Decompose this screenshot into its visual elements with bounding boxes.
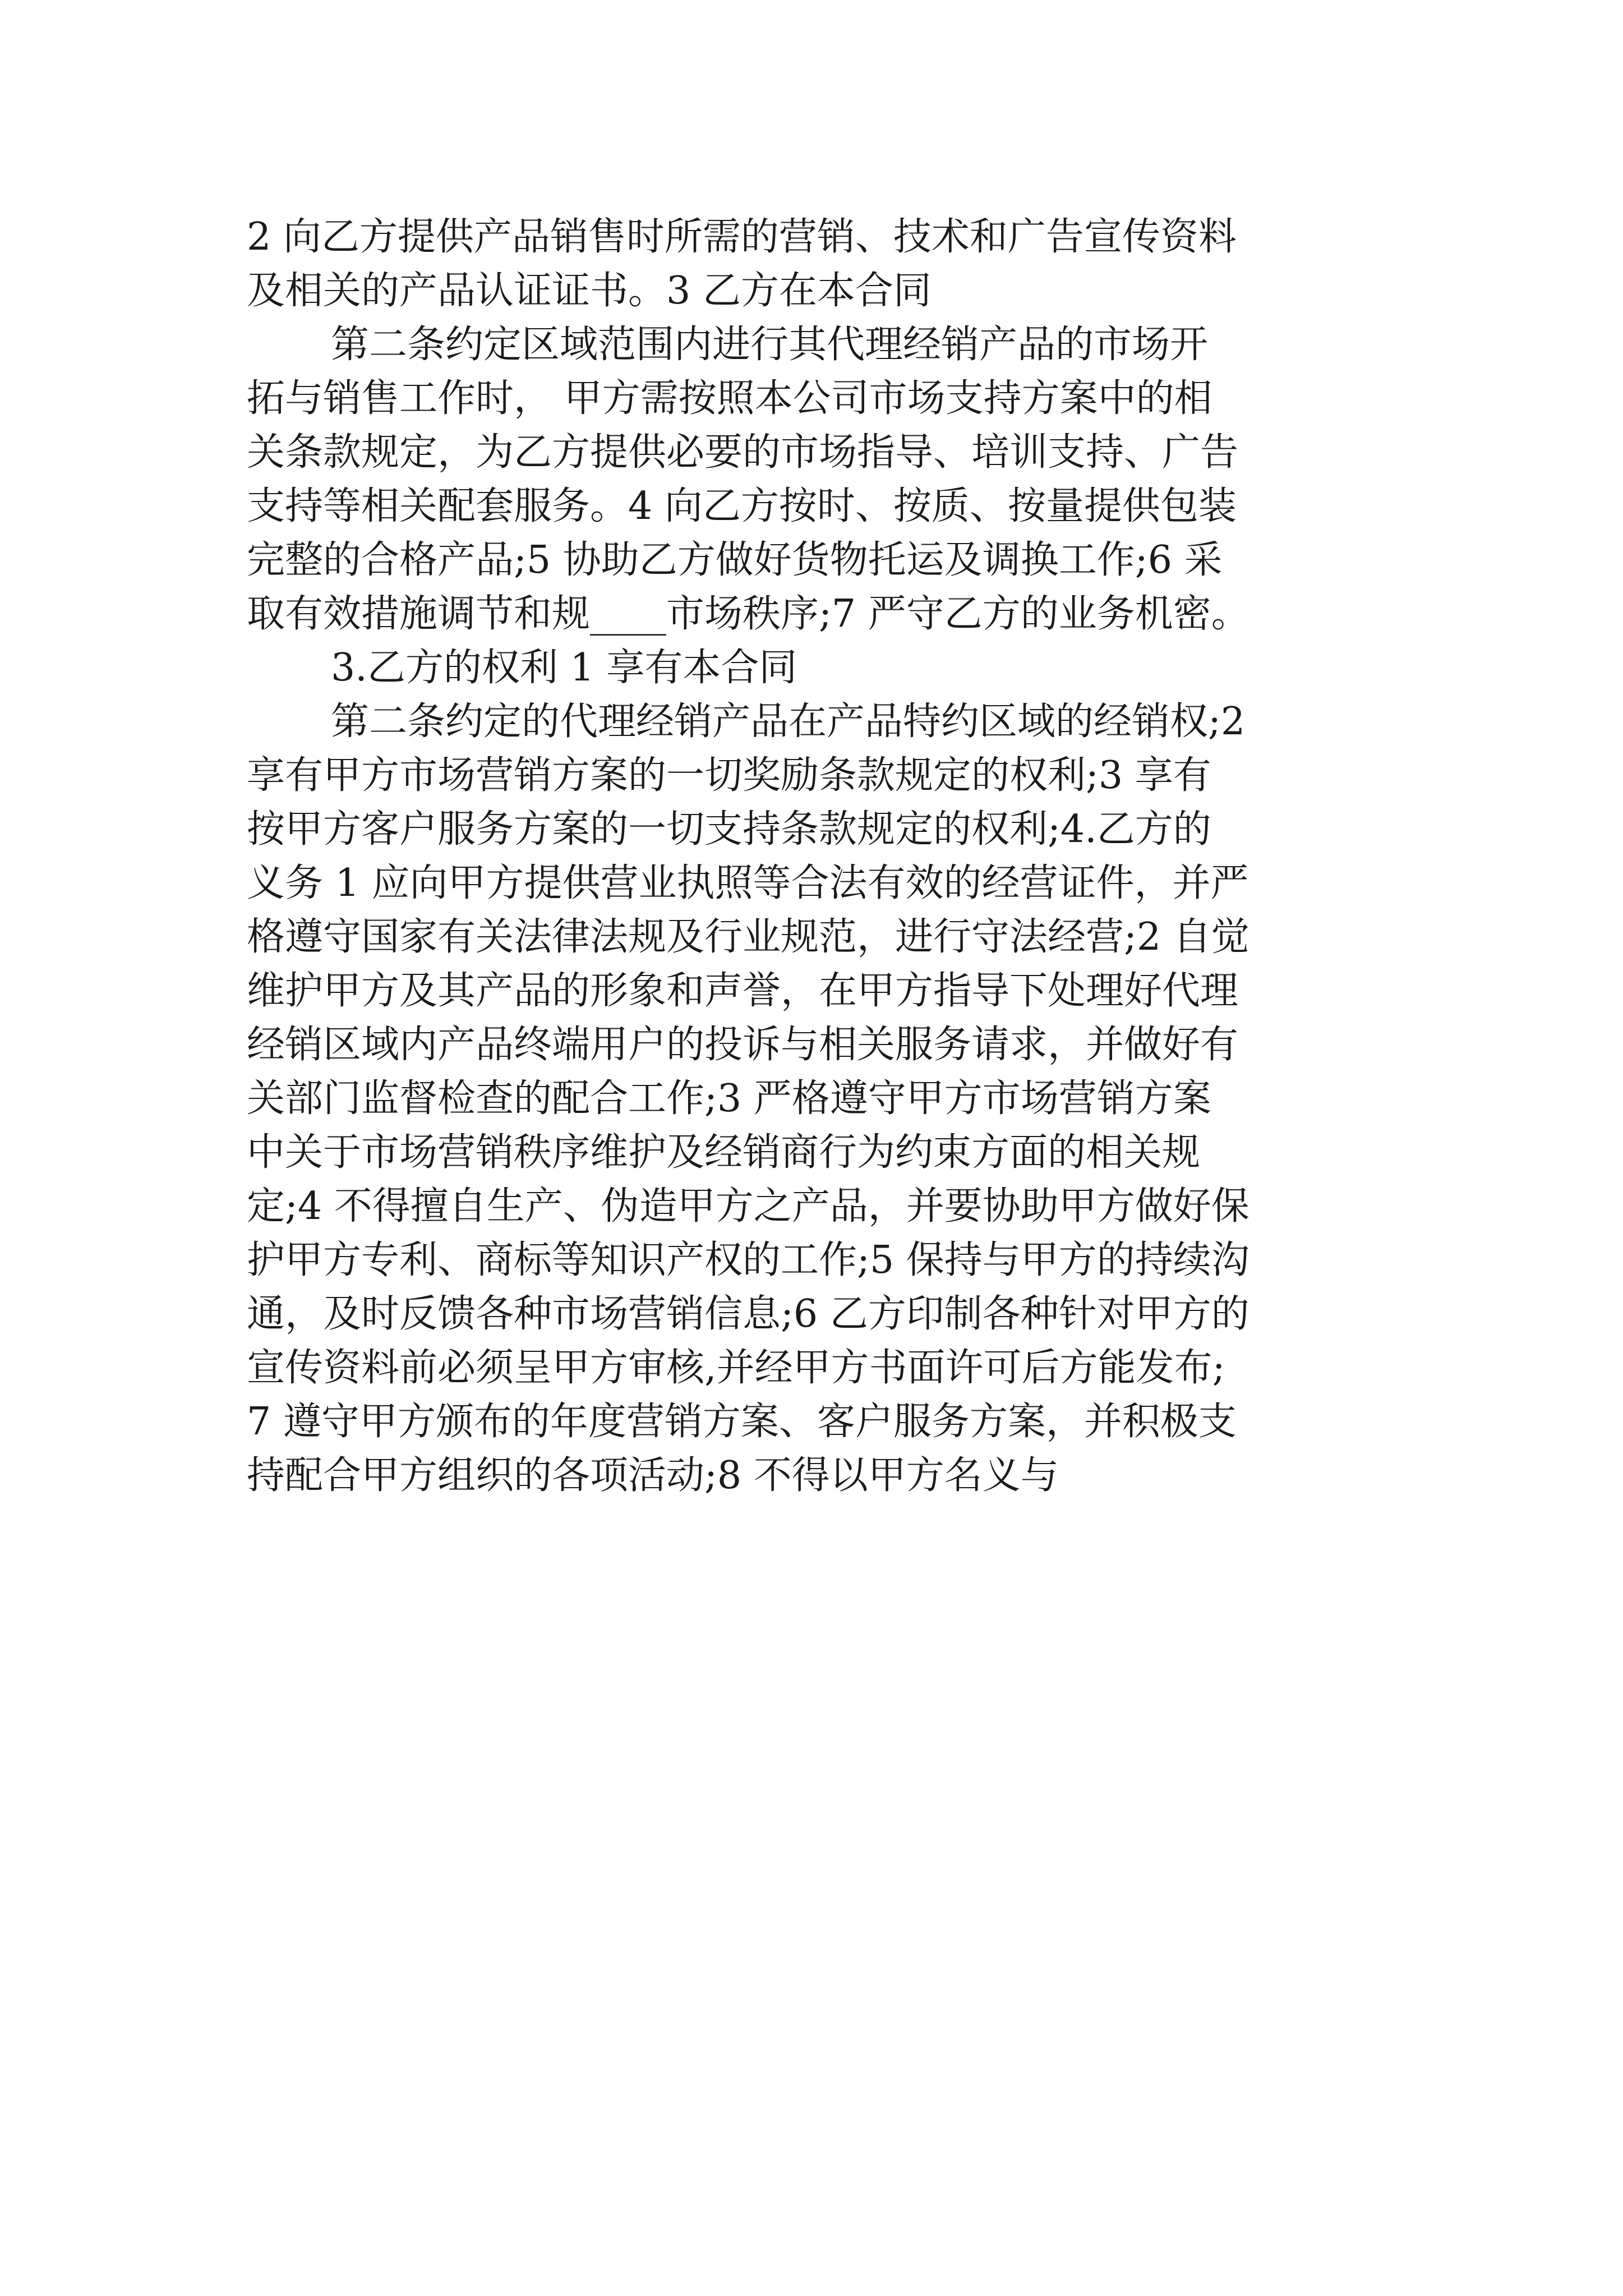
- document-body: [247, 210, 1385, 1503]
- text-line: 关条款规定，为乙方提供必要的市场指导、培训支持、广告: [247, 430, 1239, 475]
- text-line: 宣传资料前必须呈甲方审核,并经甲方书面许可后方能发布;: [247, 1346, 1225, 1390]
- text-line: 享有甲方市场营销方案的一切奖励条款规定的权利;3 享有: [247, 753, 1211, 798]
- text-line: 格遵守国家有关法律法规及行业规范，进行守法经营;2 自觉: [247, 915, 1249, 959]
- text-line: 维护甲方及其产品的形象和声誉，在甲方指导下处理好代理: [247, 969, 1239, 1013]
- text-line: 支持等相关配套服务。4 向乙方按时、按质、按量提供包装: [247, 484, 1237, 528]
- text-line: 2 向乙方提供产品销售时所需的营销、技术和广告宣传资料: [247, 215, 1237, 259]
- text-line: 完整的合格产品;5 协助乙方做好货物托运及调换工作;6 采: [247, 538, 1223, 582]
- text-line: 护甲方专利、商标等知识产权的工作;5 保持与甲方的持续沟: [247, 1238, 1249, 1282]
- text-line: 中关于市场营销秩序维护及经销商行为约束方面的相关规: [247, 1130, 1201, 1175]
- text-line: 拓与销售工作时， 甲方需按照本公司市场支持方案中的相: [247, 376, 1212, 421]
- text-line: 义务 1 应向甲方提供营业执照等合法有效的经营证件，并严: [247, 861, 1249, 905]
- text-line: 3.乙方的权利 1 享有本合同: [331, 646, 797, 690]
- text-line: 第二条约定的代理经销产品在产品特约区域的经销权;2: [331, 700, 1246, 744]
- text-line: 关部门监督检查的配合工作;3 严格遵守甲方市场营销方案: [247, 1076, 1211, 1121]
- text-line: 及相关的产品认证证书。3 乙方在本合同: [247, 269, 932, 313]
- text-line: 经销区域内产品终端用户的投诉与相关服务请求，并做好有: [247, 1023, 1239, 1067]
- text-line: 持配合甲方组织的各项活动;8 不得以甲方名义与: [247, 1453, 1059, 1498]
- text-line: 取有效措施调节和规____市场秩序;7 严守乙方的业务机密。: [247, 592, 1249, 636]
- text-line: 通，及时反馈各种市场营销信息;6 乙方印制各种针对甲方的: [247, 1292, 1249, 1336]
- text-line: 第二条约定区域范围内进行其代理经销产品的市场开: [331, 323, 1209, 367]
- text-line: 7 遵守甲方颁布的年度营销方案、客户服务方案，并积极支: [247, 1400, 1237, 1444]
- text-line: 按甲方客户服务方案的一切支持条款规定的权利;4.乙方的: [247, 807, 1211, 852]
- text-line: 定;4 不得擅自生产、伪造甲方之产品，并要协助甲方做好保: [247, 1184, 1249, 1228]
